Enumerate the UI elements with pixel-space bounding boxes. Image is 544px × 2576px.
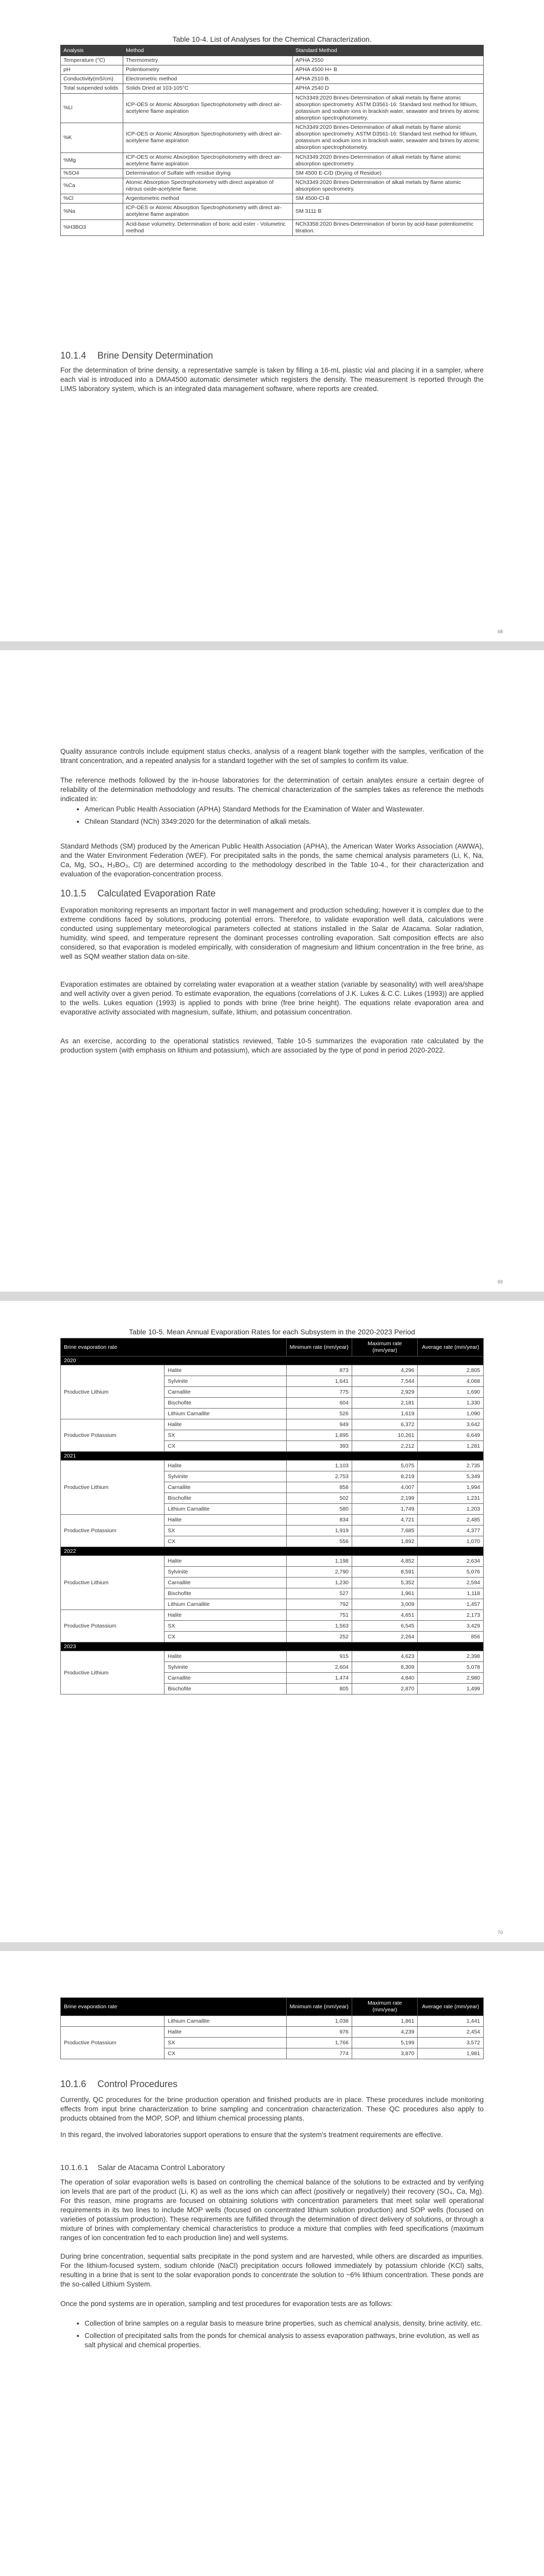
group-label-cell: Productive Lithium: [61, 1365, 164, 1419]
year-label: 2021: [61, 1452, 484, 1461]
method-cell: Potentiometry: [123, 65, 293, 75]
minimum-rate-cell: 604: [286, 1398, 352, 1409]
average-rate-cell: 1,281: [418, 1441, 484, 1452]
standard-method-cell: SM 4500-Cl-B: [293, 194, 484, 204]
table-row: [61, 1610, 484, 1621]
analysis-cell: %Na: [61, 204, 123, 219]
average-rate-cell: 5,076: [418, 1567, 484, 1578]
salt-type-cell: Sylvinite: [164, 1471, 286, 1482]
minimum-rate-cell: 2,753: [286, 1471, 352, 1482]
minimum-rate-cell: 252: [286, 1632, 352, 1642]
method-cell: ICP-OES or Atomic Absorption Spectrophotometry with direct air-acetylene flame aspiration: [123, 93, 293, 123]
analysis-cell: %H3BO3: [61, 219, 123, 235]
list-item: • Chilean Standard (NCh) 3349:2020 for the determination of alkali metals.: [85, 817, 491, 826]
minimum-rate-cell: 949: [286, 1419, 352, 1430]
minimum-rate-cell: 2,604: [286, 1662, 352, 1673]
maximum-rate-cell: 4,239: [352, 2027, 418, 2038]
table-row: [61, 219, 484, 235]
section-10-1-6-heading: [60, 2079, 177, 2090]
table-row: [61, 2027, 484, 2038]
maximum-rate-cell: 8,309: [352, 1662, 418, 1673]
maximum-rate-cell: 3,009: [352, 1599, 418, 1610]
list-item: • Collection of precipitated salts from the ponds for chemical analysis to assess evaporation pathways, brine evolution, as well as salt physical and chemical properties.: [85, 2331, 491, 2350]
table-row: [61, 65, 484, 75]
year-row: [61, 1357, 484, 1365]
minimum-rate-cell: 751: [286, 1610, 352, 1621]
standard-method-cell: NCh3349:2020 Brines-Determination of alkali metals by flame atomic absorption spectrometry. ASTM D3561-16: Standard test method for lithium, potassium and sodium ions in brackish water, seawater and brines by atomic absorption spectrophotometry.: [293, 123, 484, 153]
method-cell: ICP-OES or Atomic Absorption Spectrophotometry with direct air-acetylene flame aspiration: [123, 152, 293, 168]
average-rate-cell: 2,594: [418, 1578, 484, 1588]
average-rate-cell: 2,634: [418, 1556, 484, 1567]
analysis-cell: %Cl: [61, 194, 123, 204]
salt-type-cell: Bischofite: [164, 1398, 286, 1409]
method-cell: Thermometry: [123, 56, 293, 65]
analysis-cell: Total suspended solids: [61, 84, 123, 93]
maximum-rate-cell: 2,929: [352, 1387, 418, 1398]
minimum-rate-cell: 556: [286, 1536, 352, 1547]
salt-type-cell: Halite: [164, 1515, 286, 1526]
minimum-rate-cell: 1,230: [286, 1578, 352, 1588]
table-row: [61, 56, 484, 65]
average-rate-cell: 2,398: [418, 1651, 484, 1662]
section-10-1-5-heading: [60, 888, 216, 899]
average-rate-cell: 2,805: [418, 1365, 484, 1376]
minimum-rate-cell: 1,198: [286, 1556, 352, 1567]
table-row: [61, 168, 484, 178]
salt-type-cell: Sylvinite: [164, 1662, 286, 1673]
standard-method-cell: NCh3358:2020 Brines-Determination of boron by acid-base potentiometric titration.: [293, 219, 484, 235]
minimum-rate-cell: 805: [286, 1684, 352, 1694]
table-row: [61, 75, 484, 84]
section-title: Salar de Atacama Control Laboratory: [97, 2163, 225, 2172]
table-row: [61, 123, 484, 153]
year-label: 2022: [61, 1547, 484, 1556]
average-rate-cell: 1,070: [418, 1536, 484, 1547]
salt-type-cell: Lithium Carnallite: [164, 1599, 286, 1610]
analysis-cell: %Ca: [61, 178, 123, 194]
analysis-cell: %Li: [61, 93, 123, 123]
method-cell: Solids Dried at 103-105°C: [123, 84, 293, 93]
header-standard-method: Standard Method: [293, 45, 484, 56]
salt-type-cell: Lithium Carnallite: [164, 2016, 286, 2027]
salt-type-cell: Halite: [164, 1556, 286, 1567]
salt-type-cell: Carnallite: [164, 1387, 286, 1398]
maximum-rate-cell: 2,199: [352, 1493, 418, 1504]
evaporation-exercise-paragraph: As an exercise, according to the operational statistics reviewed, Table 10-5 summarizes the evaporation rate calculated by the production system (with emphasis on lithium and potassium), which are associated by the type of pond in period 2020-2022.: [60, 1037, 484, 1054]
table-10-5-continued: [60, 1997, 484, 2059]
group-label-cell: [61, 2016, 164, 2027]
minimum-rate-cell: 873: [286, 1365, 352, 1376]
maximum-rate-cell: 4,852: [352, 1556, 418, 1567]
header-minimum-rate: Minimum rate (mm/year): [286, 1998, 352, 2016]
header-maximum-rate: Maximum rate (mm/year): [352, 1998, 418, 2016]
section-title: Brine Density Determination: [97, 350, 213, 361]
section-title: Control Procedures: [97, 2079, 178, 2089]
salt-type-cell: SX: [164, 1430, 286, 1441]
year-row: [61, 1547, 484, 1556]
solar-wells-operation-paragraph: The operation of solar evaporation wells is based on controlling the chemical balance of the solutions to be extracted and by verifying ion levels that are part of the product (Li, K) as well as the ions which can affect (positively or negatively) their recovery (SO₄, Ca, Mg). For this reason, mine programs are focused on obtaining solutions with concentration parameters that meet solar well operational requirements in its two lines to include MOP wells (focused on concentrated lithium solution production) and SOP wells (focused on varieties of potassium production). These requirements are fulfilled through the determination of direct delivery of solutions, or through a mixture of brines with complementary chemical characteristics to produce a mixture that complies with feed specifications (maximum ranges of ion concentration fed to each production line) and well systems.: [60, 2178, 484, 2242]
average-rate-cell: 1,981: [418, 2048, 484, 2059]
salt-type-cell: SX: [164, 2038, 286, 2048]
salt-type-cell: Carnallite: [164, 1673, 286, 1684]
group-label-cell: Productive Potassium: [61, 2027, 164, 2059]
maximum-rate-cell: 6,372: [352, 1419, 418, 1430]
minimum-rate-cell: 915: [286, 1651, 352, 1662]
table-header-row: [61, 45, 484, 56]
brine-concentration-paragraph: During brine concentration, sequential salts precipitate in the pond system and are harvested, while others are discarded as impurities. For the lithium-focused system, sodium chloride (NaCl) precipitation occurs followed immediately by potassium chloride (KCl) salts, resulting in a brine that is sent to the solar evaporation ponds to concentrate the solution to ~6% lithium concentration. These ponds are the so-called Lithium System.: [60, 2252, 484, 2288]
average-rate-cell: 1,090: [418, 1409, 484, 1419]
maximum-rate-cell: 6,545: [352, 1621, 418, 1632]
standard-method-cell: APHA 4500 H+ B: [293, 65, 484, 75]
table-row: [61, 1556, 484, 1567]
maximum-rate-cell: 4,721: [352, 1515, 418, 1526]
salt-type-cell: Halite: [164, 1651, 286, 1662]
minimum-rate-cell: 1,474: [286, 1673, 352, 1684]
maximum-rate-cell: 1,619: [352, 1409, 418, 1419]
standard-method-cell: SM 4500 E-C/D (Drying of Residue): [293, 168, 484, 178]
minimum-rate-cell: 976: [286, 2027, 352, 2038]
maximum-rate-cell: 4,651: [352, 1610, 418, 1621]
standard-method-cell: APHA 2540 D: [293, 84, 484, 93]
average-rate-cell: 1,690: [418, 1387, 484, 1398]
header-average-rate: Average rate (mm/year): [418, 1998, 484, 2016]
section-10-1-6-1-heading: [60, 2163, 225, 2172]
minimum-rate-cell: 774: [286, 2048, 352, 2059]
header-brine-evaporation-rate: Brine evaporation rate: [61, 1998, 287, 2016]
table-header-row: [61, 1338, 484, 1357]
average-rate-cell: 2,485: [418, 1515, 484, 1526]
maximum-rate-cell: 2,181: [352, 1398, 418, 1409]
maximum-rate-cell: 4,840: [352, 1673, 418, 1684]
method-cell: Atomic Absorption Spectrophotometry with direct aspiration of nitrous oxide-acetylene flame.: [123, 178, 293, 194]
minimum-rate-cell: 527: [286, 1588, 352, 1599]
group-label-cell: Productive Lithium: [61, 1556, 164, 1610]
table-10-4-caption: Table 10-4. List of Analyses for the Chemical Characterization.: [172, 35, 372, 43]
laboratories-support-paragraph: In this regard, the involved laboratories support operations to ensure that the system's treatment requirements are effective.: [60, 2131, 443, 2139]
maximum-rate-cell: 2,870: [352, 1684, 418, 1694]
control-procedures-paragraph: Currently, QC procedures for the brine production operation and finished products are in place. These procedures include monitoring effects from input brine characterization to brine sampling and concentration characterization. These QC procedures also apply to products obtained from the MOP, SOP, and lithium chemical processing plants.: [60, 2096, 484, 2122]
reference-methods-paragraph: The reference methods followed by the in-house laboratories for the determination of certain analytes ensure a certain degree of reliability of the determination methodology and results. The chemical characterization of the samples takes as reference the methods indicated in:: [60, 776, 484, 803]
salt-type-cell: Sylvinite: [164, 1567, 286, 1578]
section-number: 10.1.6: [60, 2079, 87, 2089]
minimum-rate-cell: 834: [286, 1515, 352, 1526]
average-rate-cell: 1,330: [418, 1398, 484, 1409]
header-maximum-rate: Maximum rate (mm/year): [352, 1338, 418, 1357]
standard-method-cell: NCh3349:2020 Brines-Determination of alkali metals by flame atomic absorption spectrometry.: [293, 178, 484, 194]
maximum-rate-cell: 3,870: [352, 2048, 418, 2059]
salt-type-cell: Halite: [164, 2027, 286, 2038]
list-item: • Collection of brine samples on a regular basis to measure brine properties, such as chemical analysis, density, brine activity, etc.: [85, 2319, 491, 2328]
average-rate-cell: 4,377: [418, 1526, 484, 1536]
maximum-rate-cell: 7,685: [352, 1526, 418, 1536]
qa-controls-paragraph: Quality assurance controls include equipment status checks, analysis of a reagent blank together with the samples, verification of the titrant concentration, and a repeated analysis for a standard together with the set of samples to confirm its value.: [60, 748, 484, 765]
sampling-procedures-list: [77, 2319, 491, 2353]
year-label: 2023: [61, 1642, 484, 1651]
analysis-cell: %SO4: [61, 168, 123, 178]
analysis-cell: %Mg: [61, 152, 123, 168]
minimum-rate-cell: 526: [286, 1409, 352, 1419]
analysis-cell: Conductivity(mS/cm): [61, 75, 123, 84]
minimum-rate-cell: 1,641: [286, 1376, 352, 1387]
table-10-4: [60, 45, 484, 236]
maximum-rate-cell: 8,219: [352, 1471, 418, 1482]
maximum-rate-cell: 8,591: [352, 1567, 418, 1578]
maximum-rate-cell: 4,623: [352, 1651, 418, 1662]
section-number: 10.1.6.1: [60, 2163, 89, 2172]
list-item: • American Public Health Association (APHA) Standard Methods for the Examination of Water and Wastewater.: [85, 805, 491, 814]
minimum-rate-cell: 1,919: [286, 1526, 352, 1536]
maximum-rate-cell: 5,352: [352, 1578, 418, 1588]
average-rate-cell: 2,454: [418, 2027, 484, 2038]
section-10-1-4-heading: [60, 350, 213, 361]
group-label-cell: Productive Potassium: [61, 1515, 164, 1547]
page-68: [0, 0, 544, 641]
maximum-rate-cell: 1,749: [352, 1504, 418, 1515]
table-row: [61, 194, 484, 204]
minimum-rate-cell: 792: [286, 1599, 352, 1610]
minimum-rate-cell: 775: [286, 1387, 352, 1398]
table-row: [61, 1515, 484, 1526]
salt-type-cell: Sylvinite: [164, 1376, 286, 1387]
method-cell: Determination of Sulfate with residue drying: [123, 168, 293, 178]
header-brine-evaporation-rate: Brine evaporation rate: [61, 1338, 287, 1357]
average-rate-cell: 1,441: [418, 2016, 484, 2027]
page-70: [0, 1301, 544, 1942]
maximum-rate-cell: 5,075: [352, 1461, 418, 1471]
average-rate-cell: 1,203: [418, 1504, 484, 1515]
standard-method-cell: NCh3349:2020 Brines-Determination of alkali metals by flame atomic absorption spectrometry.: [293, 152, 484, 168]
table-row: [61, 178, 484, 194]
salt-type-cell: Carnallite: [164, 1482, 286, 1493]
standard-method-cell: SM 3111 B: [293, 204, 484, 219]
salt-type-cell: Halite: [164, 1419, 286, 1430]
group-label-cell: Productive Lithium: [61, 1461, 164, 1515]
brine-density-paragraph: For the determination of brine density, a representative sample is taken by filling a 16-mL plastic vial and placing it in a sampler, where each vial is introduced into a DMA4500 automatic densimeter which registers the density. The measurement is reported through the LIMS laboratory system, which is an integrated data management software, where reports are created.: [60, 366, 484, 393]
header-method: Method: [123, 45, 293, 56]
salt-type-cell: SX: [164, 1526, 286, 1536]
method-cell: ICP-OES or Atomic Absorption Spectrophotometry with direct air-acetylene flame aspiration: [123, 204, 293, 219]
maximum-rate-cell: 2,264: [352, 1632, 418, 1642]
salt-type-cell: CX: [164, 1536, 286, 1547]
maximum-rate-cell: 7,544: [352, 1376, 418, 1387]
minimum-rate-cell: 2,790: [286, 1567, 352, 1578]
salt-type-cell: Halite: [164, 1365, 286, 1376]
salt-type-cell: CX: [164, 2048, 286, 2059]
header-average-rate: Average rate (mm/year): [418, 1338, 484, 1357]
table-row: [61, 204, 484, 219]
reference-methods-list: [77, 805, 491, 829]
average-rate-cell: 2,735: [418, 1461, 484, 1471]
average-rate-cell: 1,499: [418, 1684, 484, 1694]
method-cell: ICP-OES or Atomic Absorption Spectrophotometry with direct air-acetylene flame aspiration: [123, 123, 293, 153]
average-rate-cell: 3,429: [418, 1621, 484, 1632]
minimum-rate-cell: 1,038: [286, 2016, 352, 2027]
table-row: [61, 1365, 484, 1376]
table-row: [61, 93, 484, 123]
analysis-cell: %K: [61, 123, 123, 153]
table-row: [61, 1651, 484, 1662]
minimum-rate-cell: 1,103: [286, 1461, 352, 1471]
average-rate-cell: 1,994: [418, 1482, 484, 1493]
salt-type-cell: Lithium Carnallite: [164, 1504, 286, 1515]
average-rate-cell: 856: [418, 1632, 484, 1642]
analysis-cell: pH: [61, 65, 123, 75]
average-rate-cell: 1,231: [418, 1493, 484, 1504]
minimum-rate-cell: 393: [286, 1441, 352, 1452]
header-minimum-rate: Minimum rate (mm/year): [286, 1338, 352, 1357]
average-rate-cell: 2,173: [418, 1610, 484, 1621]
table-10-5: [60, 1338, 484, 1694]
page-69: [0, 650, 544, 1292]
maximum-rate-cell: 1,961: [352, 1588, 418, 1599]
table-row: [61, 1419, 484, 1430]
salt-type-cell: SX: [164, 1621, 286, 1632]
maximum-rate-cell: 1,861: [352, 2016, 418, 2027]
page-number: 69: [497, 1279, 503, 1284]
method-cell: Acid-base volumetry. Determination of boric acid ester - Volumetric method: [123, 219, 293, 235]
minimum-rate-cell: 1,766: [286, 2038, 352, 2048]
section-number: 10.1.5: [60, 888, 87, 899]
standard-methods-paragraph: Standard Methods (SM) produced by the American Public Health Association (APHA), the American Water Works Association (AWWA), and the Water Environment Federation (WEF). For precipitated salts in the ponds, the same chemical analysis parameters (Li, K, Na, Ca, Mg, SO₄, H₃BO₃, Cl) are determined according to the methodology described in the Table 10-4., for their characterization and evaluation of the evaporation-concentration process.: [60, 842, 484, 878]
standard-method-cell: APHA 2550: [293, 56, 484, 65]
evaporation-estimates-paragraph: Evaporation estimates are obtained by correlating water evaporation at a weather station (variable by seasonality) with well area/shape and well activity over a given period. To estimate evaporation, the equations (correlations of J.K. Lukes & C.C. Lukes (1993)) are applied to the wells. Lukes equation (1993) is applied to ponds with brine (free brine height). The equations relate evaporation area and evaporative activity associated with magnesium, sulfate, lithium, and potassium concentration.: [60, 980, 484, 1016]
average-rate-cell: 3,642: [418, 1419, 484, 1430]
average-rate-cell: 6,649: [418, 1430, 484, 1441]
header-analysis: Analysis: [61, 45, 123, 56]
year-label: 2020: [61, 1357, 484, 1365]
average-rate-cell: 4,068: [418, 1376, 484, 1387]
page-number: 68: [497, 629, 503, 634]
table-row: [61, 2016, 484, 2027]
table-row: [61, 84, 484, 93]
salt-type-cell: CX: [164, 1441, 286, 1452]
average-rate-cell: 3,572: [418, 2038, 484, 2048]
section-number: 10.1.4: [60, 350, 87, 361]
evaporation-monitoring-paragraph: Evaporation monitoring represents an important factor in well management and production scheduling; however it is complex due to the extreme conditions faced by solutions, producing potential errors. Therefore, to validate evaporation well data, calculations were conducted using supplementary meteorological parameters collected at stations installed in the Salar de Atacama. Solar radiation, humidity, wind speed, and temperature represent the dominant processes controlling evaporation. Salt composition effects are also considered, so that evaporation is modeled empirically, with consideration of magnesium and lithium concentration in the free brine, as well as SQM weather station data on-site.: [60, 906, 484, 960]
average-rate-cell: 1,457: [418, 1599, 484, 1610]
group-label-cell: Productive Potassium: [61, 1610, 164, 1642]
table-row: [61, 1461, 484, 1471]
group-label-cell: Productive Lithium: [61, 1651, 164, 1694]
salt-type-cell: Halite: [164, 1610, 286, 1621]
analysis-cell: Temperature (°C): [61, 56, 123, 65]
sampling-procedures-paragraph: Once the pond systems are in operation, sampling and test procedures for evaporation tests are as follows:: [60, 2300, 393, 2308]
page-number: 70: [497, 1930, 503, 1935]
salt-type-cell: Bischofite: [164, 1684, 286, 1694]
maximum-rate-cell: 5,199: [352, 2038, 418, 2048]
standard-method-cell: NCh3349:2020 Brines-Determination of alkali metals by flame atomic absorption spectrometry. ASTM D3561-16: Standard test method for lithium, potassium and sodium ions in brackish water, seawater and brines by atomic absorption spectrophotometry.: [293, 93, 484, 123]
year-row: [61, 1642, 484, 1651]
salt-type-cell: Carnallite: [164, 1578, 286, 1588]
standard-method-cell: APHA 2510 B.: [293, 75, 484, 84]
maximum-rate-cell: 2,212: [352, 1441, 418, 1452]
salt-type-cell: CX: [164, 1632, 286, 1642]
minimum-rate-cell: 858: [286, 1482, 352, 1493]
minimum-rate-cell: 1,895: [286, 1430, 352, 1441]
salt-type-cell: Halite: [164, 1461, 286, 1471]
maximum-rate-cell: 4,007: [352, 1482, 418, 1493]
table-header-row: [61, 1998, 484, 2016]
maximum-rate-cell: 4,296: [352, 1365, 418, 1376]
minimum-rate-cell: 580: [286, 1504, 352, 1515]
section-title: Calculated Evaporation Rate: [97, 888, 216, 899]
method-cell: Electrometric method: [123, 75, 293, 84]
year-row: [61, 1452, 484, 1461]
method-cell: Argentometric method: [123, 194, 293, 204]
average-rate-cell: 2,980: [418, 1673, 484, 1684]
average-rate-cell: 5,349: [418, 1471, 484, 1482]
salt-type-cell: Bischofite: [164, 1588, 286, 1599]
table-10-5-caption: Table 10-5. Mean Annual Evaporation Rates for each Subsystem in the 2020-2023 Period: [129, 1328, 415, 1336]
maximum-rate-cell: 10,261: [352, 1430, 418, 1441]
table-row: [61, 152, 484, 168]
average-rate-cell: 5,078: [418, 1662, 484, 1673]
minimum-rate-cell: 502: [286, 1493, 352, 1504]
salt-type-cell: Bischofite: [164, 1493, 286, 1504]
maximum-rate-cell: 1,892: [352, 1536, 418, 1547]
salt-type-cell: Lithium Carnallite: [164, 1409, 286, 1419]
minimum-rate-cell: 1,563: [286, 1621, 352, 1632]
average-rate-cell: 1,118: [418, 1588, 484, 1599]
group-label-cell: Productive Potassium: [61, 1419, 164, 1452]
page-71: [0, 1951, 544, 2576]
